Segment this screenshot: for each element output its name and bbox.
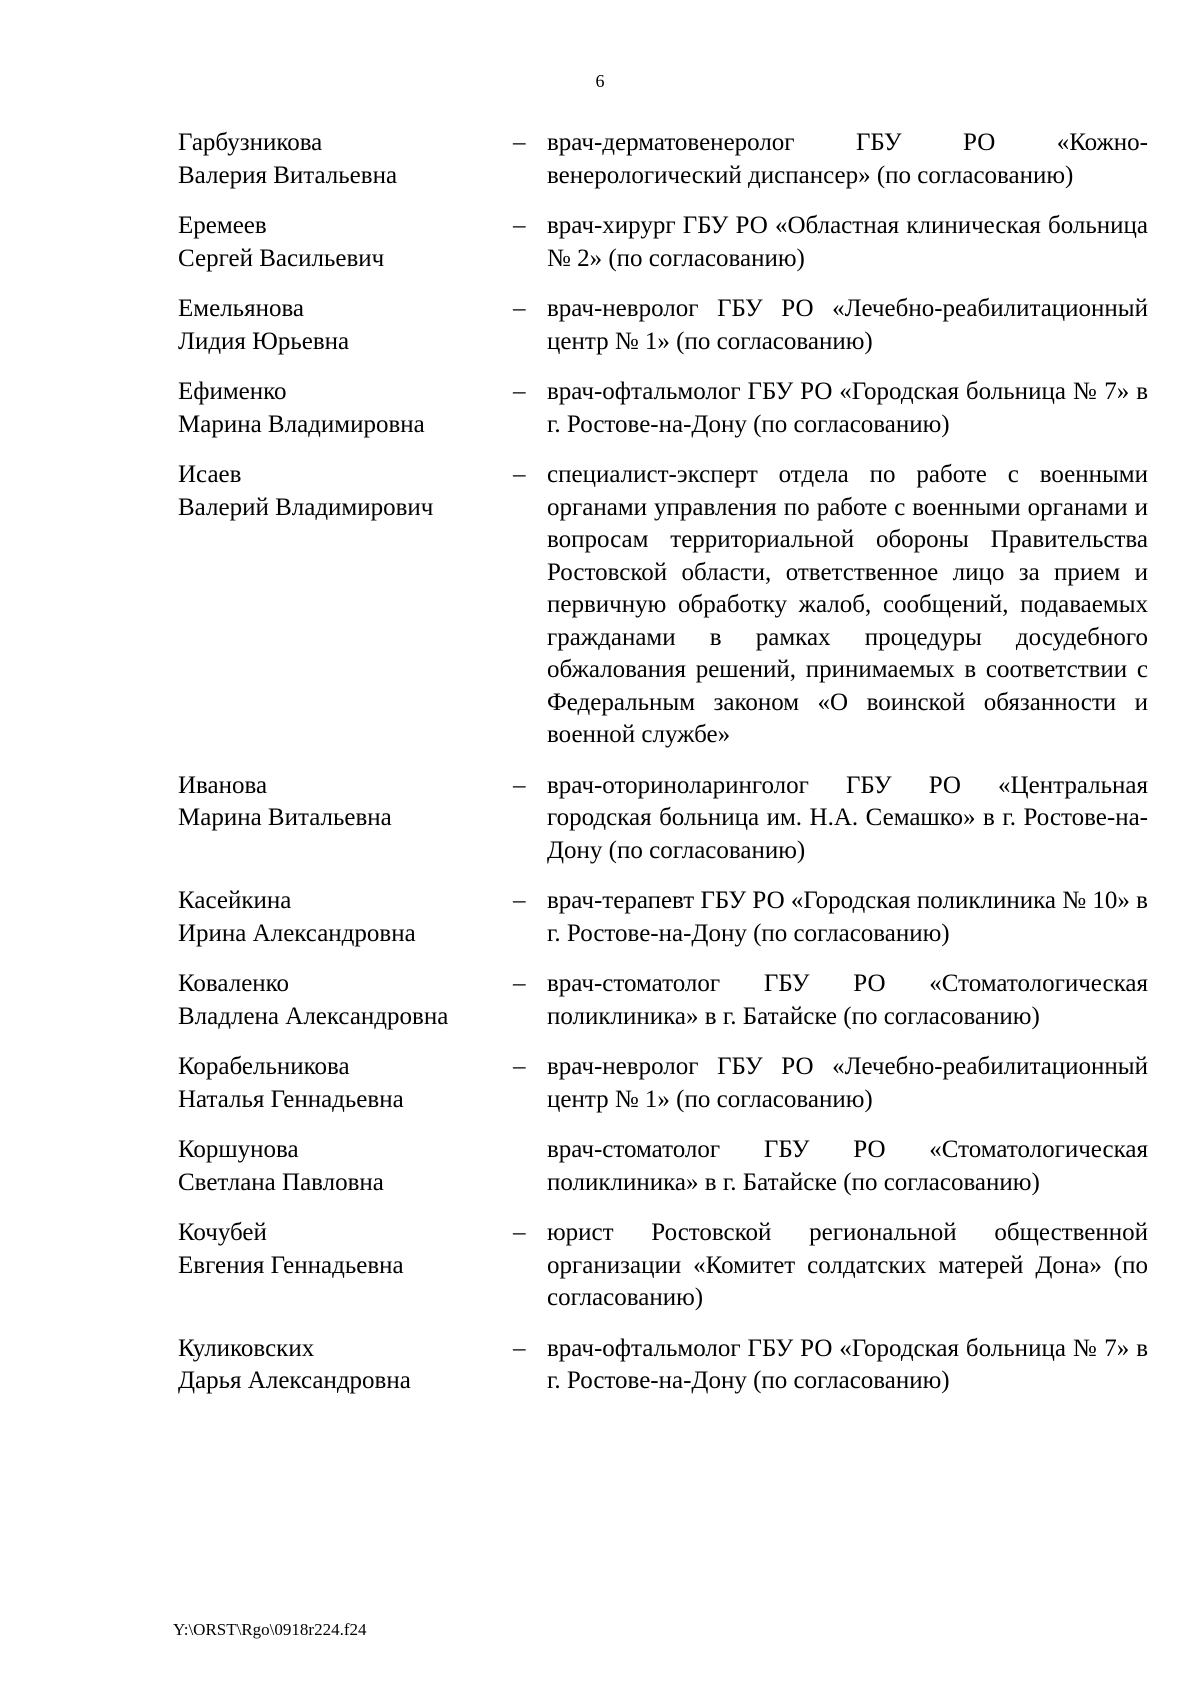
member-surname: Куликовских <box>178 1334 315 1362</box>
member-given-names: Наталья Геннадьевна <box>178 1085 404 1113</box>
member-surname: Касейкина <box>178 887 292 914</box>
member-entry <box>178 210 1148 275</box>
member-position: врач-терапевт ГБУ РО «Городская поликлиника № 10» в г. Ростове-на-Дону (по согласованию) <box>547 887 1148 947</box>
dash-separator: – <box>513 1334 526 1362</box>
member-given-names: Валерия Витальевна <box>178 161 398 189</box>
member-surname: Корабельникова <box>178 1053 350 1080</box>
member-name <box>178 376 513 441</box>
member-entry <box>178 376 1148 441</box>
member-surname: Коваленко <box>178 970 290 997</box>
member-position: врач-офтальмолог ГБУ РО «Городская больница № 7» в г. Ростове-на-Дону (по согласованию) <box>547 378 1148 438</box>
member-position: врач-стоматолог ГБУ РО «Стоматологическая поликлиника» в г. Батайске (по согласованию) <box>547 970 1148 1030</box>
member-surname: Иванова <box>178 771 268 799</box>
member-position: врач-невролог ГБУ РО «Лечебно-реабилитационный центр № 1» (по согласованию) <box>547 1053 1148 1113</box>
member-position: врач-оториноларинголог ГБУ РО «Центральная городская больница им. Н.А. Семашко» в г. Ростове-на-Дону (по согласованию) <box>547 771 1148 864</box>
member-given-names: Ирина Александровна <box>178 919 416 947</box>
member-name <box>178 770 513 835</box>
member-given-names: Валерий Владимирович <box>178 493 434 521</box>
file-path-footer: Y:\ORST\Rgo\0918r224.f24 <box>173 1620 367 1639</box>
member-entry <box>178 770 1148 868</box>
member-surname: Коршунова <box>178 1136 299 1163</box>
member-position: врач-хирург ГБУ РО «Областная клиническая больница № 2» (по согласованию) <box>547 212 1148 272</box>
dash-separator: – <box>513 887 526 914</box>
member-name <box>178 293 513 358</box>
member-entry <box>178 1333 1148 1398</box>
member-name <box>178 127 513 192</box>
member-given-names: Марина Владимировна <box>178 410 425 438</box>
member-position: специалист-эксперт отдела по работе с военными органами управления по работе с военными органами и вопросам территориальной обороны Правительства Ростовской области, ответственное лицо за прием и первичную обработку жалоб, сообщений, подаваемых гражданами в рамках процедуры досудебного обжалования решений, принимаемых в соответствии с Федеральным законом «О воинской обязанности и военной службе» <box>547 461 1148 748</box>
member-position: врач-невролог ГБУ РО «Лечебно-реабилитационный центр № 1» (по согласованию) <box>547 295 1148 355</box>
member-entry <box>178 1217 1148 1315</box>
dash-separator: – <box>513 1219 526 1246</box>
member-surname: Исаев <box>178 461 242 488</box>
member-given-names: Марина Витальевна <box>178 804 392 831</box>
dash-separator: – <box>513 771 526 799</box>
member-given-names: Сергей Васильевич <box>178 244 385 272</box>
dash-separator: – <box>513 461 526 488</box>
member-entry <box>178 127 1148 192</box>
member-entry <box>178 968 1148 1033</box>
member-surname: Кочубей <box>178 1219 267 1246</box>
member-name <box>178 210 513 275</box>
member-given-names: Светлана Павловна <box>178 1168 384 1196</box>
member-surname: Емельянова <box>178 295 305 322</box>
member-entry <box>178 1051 1148 1116</box>
member-surname: Еремеев <box>178 212 267 239</box>
member-entry <box>178 885 1148 950</box>
dash-separator: – <box>513 378 526 405</box>
member-name <box>178 885 513 950</box>
member-surname: Гарбузникова <box>178 129 323 156</box>
member-entry <box>178 1134 1148 1199</box>
dash-separator: – <box>513 295 526 322</box>
member-entry <box>178 459 1148 752</box>
member-given-names: Дарья Александровна <box>178 1367 411 1394</box>
member-name <box>178 459 513 524</box>
dash-separator: – <box>513 212 526 239</box>
member-name <box>178 1333 513 1398</box>
member-name <box>178 968 513 1033</box>
members-list <box>178 127 1148 1416</box>
page-number: 6 <box>595 71 605 91</box>
dash-separator: – <box>513 1053 526 1080</box>
dash-separator: – <box>513 129 526 156</box>
dash-separator: – <box>513 970 526 997</box>
member-name <box>178 1217 513 1282</box>
member-position: врач-стоматолог ГБУ РО «Стоматологическая поликлиника» в г. Батайске (по согласованию) <box>547 1136 1148 1196</box>
member-position: врач-дерматовенеролог ГБУ РО «Кожно-венерологический диспансер» (по согласованию) <box>547 129 1148 189</box>
member-position: юрист Ростовской региональной общественной организации «Комитет солдатских матерей Дона» (по согласованию) <box>547 1219 1148 1311</box>
member-given-names: Владлена Александровна <box>178 1002 449 1030</box>
member-given-names: Лидия Юрьевна <box>178 327 350 355</box>
member-entry <box>178 293 1148 358</box>
member-surname: Ефименко <box>178 378 287 405</box>
member-given-names: Евгения Геннадьевна <box>178 1251 404 1279</box>
member-position: врач-офтальмолог ГБУ РО «Городская больница № 7» в г. Ростове-на-Дону (по согласованию) <box>547 1334 1148 1394</box>
member-name <box>178 1134 513 1199</box>
member-name <box>178 1051 513 1116</box>
